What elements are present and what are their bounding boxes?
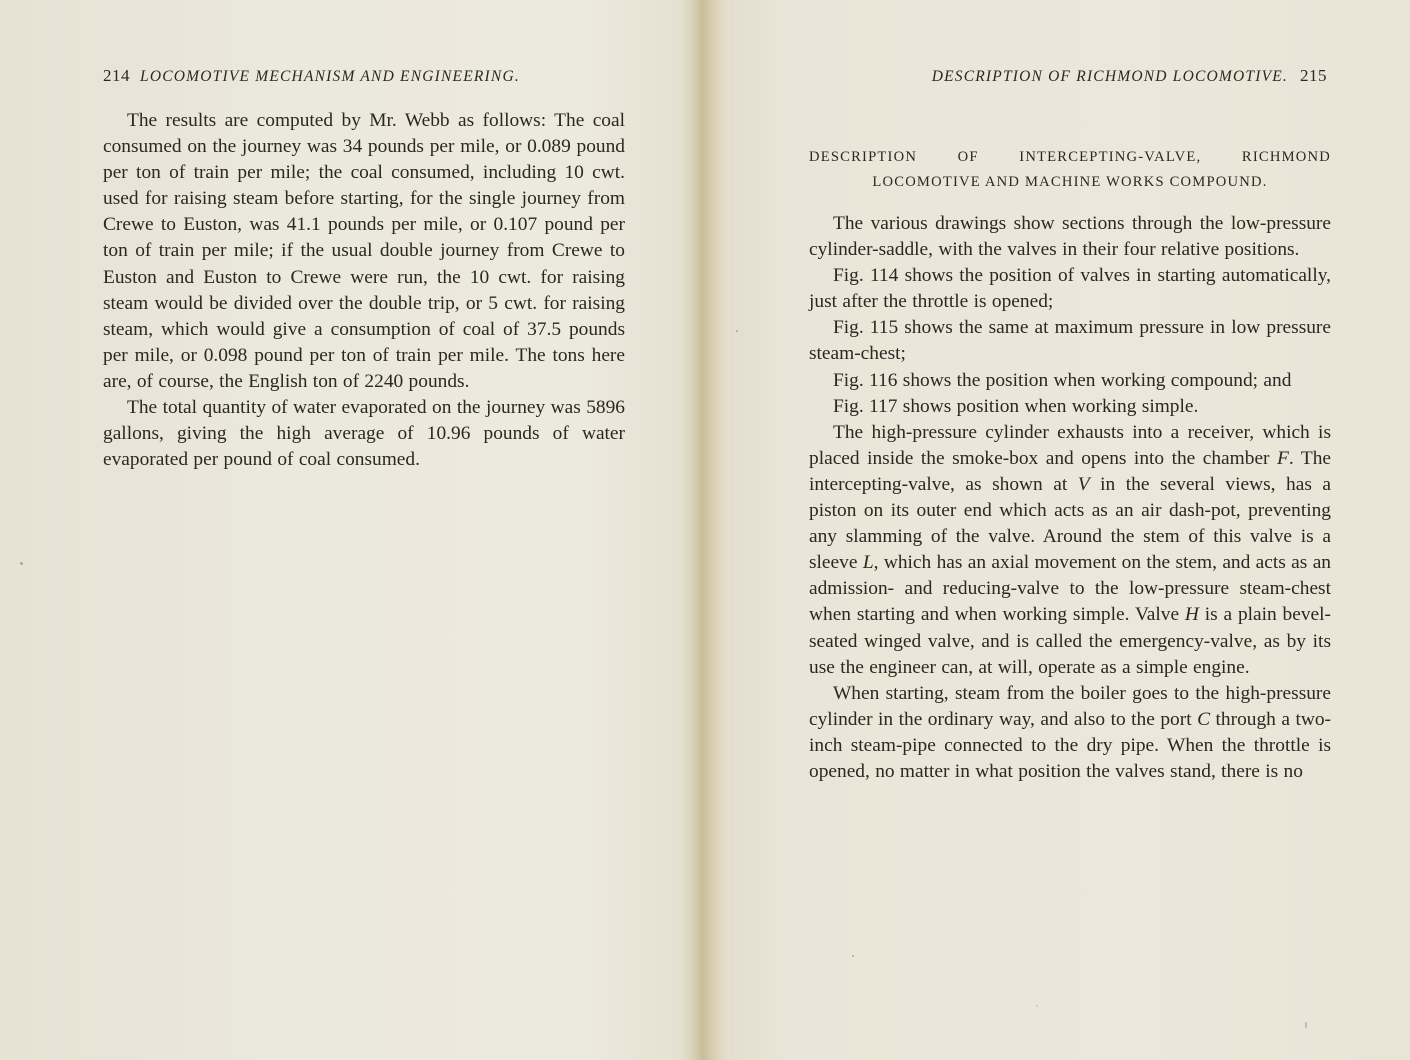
right-page-number: 215 [1300,66,1327,85]
left-paragraph-1: The results are computed by Mr. Webb as follows: The coal consumed on the journey was 34 pounds per mile, or 0.089 pound per ton of train per mile; the coal consumed, including 10 cwt. used for raising steam before starting, for the single journey from Crewe to Euston, was 41.1 pounds per mile, or 0.107 pound per ton of train per mile; if the usual double journey from Crewe to Euston and Euston to Crewe were run, the 10 cwt. for raising steam would be divided over the double trip, or 5 cwt. for raising steam, which would give a consumption of coal of 37.5 pounds per mile, or 0.098 pound per ton of train per mile. The tons here are, of course, the English ton of 2240 pounds. [103,110,625,392]
right-paragraph-3: Fig. 115 shows the same at maximum pressure in low pressure steam-chest; [809,317,1331,365]
right-paragraph-6 [809,420,1331,681]
paper-speck [736,330,738,332]
right-running-head [932,66,1327,86]
paper-speck [1305,1022,1307,1028]
p6-text-c: . The intercepting-valve, as shown at [809,447,1331,495]
right-paragraph-1: The various drawings show sections through the low-pressure cylinder-saddle, with the valves in their four relative positions. [809,213,1331,261]
left-body-text [103,108,625,473]
label-H: H [1184,604,1199,626]
right-paragraph-7 [809,681,1331,785]
paper-speck [1036,1005,1038,1007]
label-L: L [862,552,874,574]
paper-speck [852,955,854,957]
right-paragraph-5: Fig. 117 shows position when working simple. [833,395,1199,417]
section-heading-line-1: DESCRIPTION OF INTERCEPTING-VALVE, RICHMOND [809,149,1331,165]
left-paragraph-2: The total quantity of water evaporated on the journey was 5896 gallons, giving the high average of 10.96 pounds of water evaporated per pound of coal consumed. [103,397,625,471]
p6-text-g: , which has an axial movement on the stem, and acts as an admission- and reducing-valve to the low-pressure steam-chest when starting and when working simple. Valve [809,552,1331,626]
left-running-title: LOCOMOTIVE MECHANISM AND ENGINEERING. [140,68,520,85]
right-body-text [809,211,1331,785]
left-running-head [103,66,520,86]
p7-text-c: through a two-inch steam-pipe connected to the dry pipe. When the throttle is opened, no matter in what position the valves stand, there is no [809,708,1331,782]
label-F: F [1277,447,1289,469]
right-running-title: DESCRIPTION OF RICHMOND LOCOMOTIVE. [931,68,1288,85]
right-paragraph-2: Fig. 114 shows the position of valves in starting automatically, just after the throttle is opened; [809,265,1331,313]
left-page-number: 214 [103,66,130,85]
p6-text-a: The high-pressure cylinder exhausts into a receiver, which is placed inside the smoke-box and opens into the chamber [809,421,1331,469]
p6-text-e: in the several views, has a piston on its outer end which acts as an air dash-pot, preventing any slamming of the valve. Around the stem of this valve is a sleeve [809,473,1331,574]
p7-text-a: When starting, steam from the boiler goes to the high-pressure cylinder in the ordinary way, and also to the port [809,682,1331,730]
book-gutter [680,0,730,1060]
right-paragraph-4: Fig. 116 shows the position when working compound; and [833,369,1292,391]
p6-text-i: is a plain bevel-seated winged valve, and is called the emergency-valve, as by its use the engineer can, at will, operate as a simple engine. [809,604,1331,678]
section-heading [809,145,1331,195]
label-C: C [1197,708,1211,730]
label-V: V [1077,473,1090,495]
paper-speck [20,562,23,565]
section-heading-line-2: LOCOMOTIVE AND MACHINE WORKS COMPOUND. [872,174,1268,190]
